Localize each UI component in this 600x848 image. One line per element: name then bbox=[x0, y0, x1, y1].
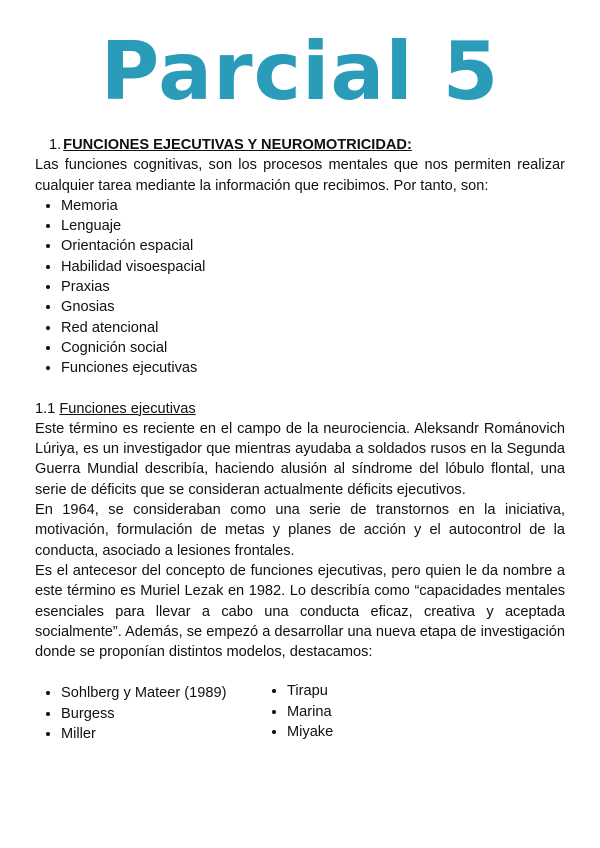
subsection-1-1-title: Funciones ejecutivas bbox=[59, 400, 196, 417]
subsection-1-1-heading bbox=[35, 399, 565, 419]
section-1-number: 1. bbox=[49, 137, 62, 153]
list-item: • Marina bbox=[287, 702, 333, 722]
list-item: • Lenguaje bbox=[61, 216, 565, 236]
paragraph-lezak: Es el antecesor del concepto de funciones ejecutivas, pero quien le da nombre a este término es Muriel Lezak en 1982. Lo describía como “capacidades mentales esenciales para llevar a cabo una conducta eficaz, creativa y aceptada socialmente”. Además, se empezó a desarrollar una nueva etapa de investigación donde se proponían distintos modelos, destacamos: bbox=[35, 562, 565, 661]
subsection-1-1-number: 1.1 bbox=[35, 400, 56, 417]
section-1-title: FUNCIONES EJECUTIVAS Y NEUROMOTRICIDAD: bbox=[63, 137, 412, 153]
paragraph-luriya: Este término es reciente en el campo de la neurociencia. Aleksandr Románovich Lúriya, es un investigador que mientras ayudaba a soldados rusos en la Segunda Guerra Mundial describía, haciendo alusión al síndrome del lóbulo flontal, una serie de déficits que se consideran actualmente déficits ejecutivos. bbox=[35, 420, 565, 498]
document-body bbox=[35, 135, 565, 744]
list-item: • Tirapu bbox=[287, 681, 333, 701]
list-item: • Orientación espacial bbox=[61, 236, 565, 256]
list-item: • Miyake bbox=[287, 722, 333, 742]
section-1-intro: Las funciones cognitivas, son los procesos mentales que nos permiten realizar cualquier tarea mediante la información que recibimos. Por tanto, son: bbox=[35, 157, 565, 194]
section-1-heading bbox=[49, 135, 565, 155]
list-item: • Habilidad visoespacial bbox=[61, 257, 565, 277]
cognitive-functions-list bbox=[35, 196, 565, 379]
list-item: • Sohlberg y Mateer (1989) bbox=[61, 683, 267, 703]
list-item: • Burgess bbox=[61, 704, 267, 724]
paragraph-1964: En 1964, se consideraban como una serie de transtornos en la iniciativa, motivación, formulación de metas y planes de acción y el autocontrol de la conducta, asociado a lesiones frontales. bbox=[35, 502, 565, 559]
page-title: Parcial 5 bbox=[100, 25, 500, 118]
models-list-right bbox=[267, 681, 333, 744]
list-item: • Cognición social bbox=[61, 338, 565, 358]
list-item: • Gnosias bbox=[61, 297, 565, 317]
list-item: • Funciones ejecutivas bbox=[61, 358, 565, 378]
list-item: • Red atencional bbox=[61, 318, 565, 338]
list-item: • Memoria bbox=[61, 196, 565, 216]
list-item: • Miller bbox=[61, 724, 267, 744]
models-lists bbox=[35, 683, 565, 744]
list-item: • Praxias bbox=[61, 277, 565, 297]
models-list-left bbox=[35, 683, 267, 744]
